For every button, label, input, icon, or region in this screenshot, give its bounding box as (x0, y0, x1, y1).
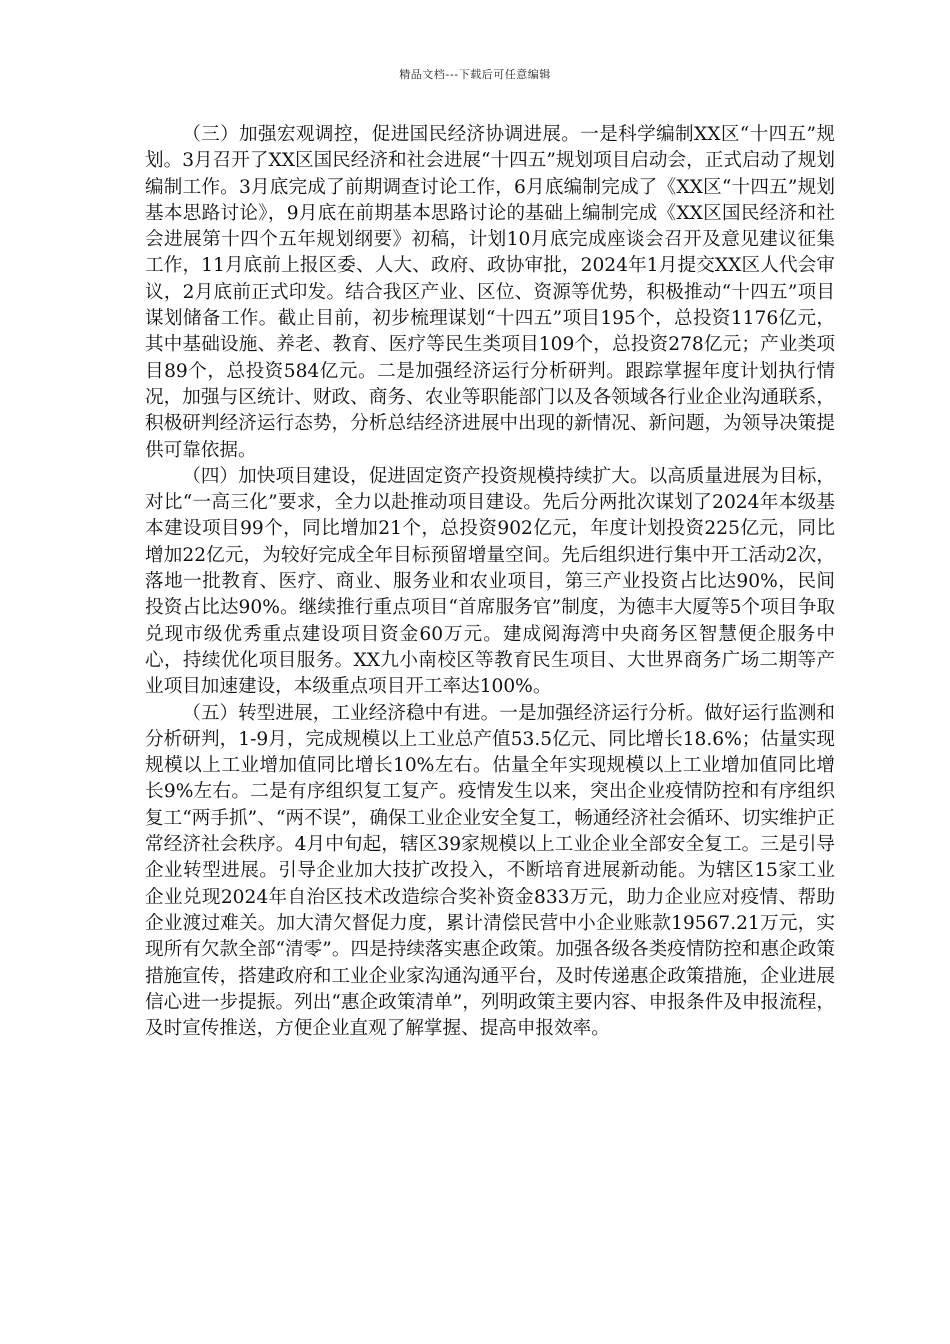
paragraph-industrial-economy: （五）转型进展，工业经济稳中有进。一是加强经济运行分析。做好运行监测和分析研判，1-9月，完成规模以上工业总产值53.5亿元、同比增长18.6%；估量实现规模以上工业增加值同比增长10%左右。估量全年实现规模以上工业增加值同比增长9%左右。二是有序组织复工复产。疫情发生以来，突出企业疫情防控和有序组织复工“两手抓”、“两不误”，确保工业企业安全复工，畅通经济社会循环、切实维护正常经济社会秩序。4月中旬起，辖区39家规模以上工业企业全部安全复工。三是引导企业转型进展。引导企业加大技扩改投入，不断培育进展新动能。为辖区15家工业企业兑现2024年自治区技术改造综合奖补资金833万元，助力企业应对疫情、帮助企业渡过难关。加大清欠督促力度，累计清偿民营中小企业账款19567.21万元，实现所有欠款全部“清零”。四是持续落实惠企政策。加强各级各类疫情防控和惠企政策措施宣传，搭建政府和工业企业家沟通沟通平台，及时传递惠企政策措施，企业进展信心进一步提振。列出“惠企政策清单”，列明政策主要内容、申报条件及申报流程，及时宣传推送，方便企业直观了解掌握、提高申报效率。 (145, 702, 835, 1040)
paragraph-project-construction: （四）加快项目建设，促进固定资产投资规模持续扩大。以高质量进展为目标，对比“一高三化”要求，全力以赴推动项目建设。先后分两批次谋划了2024年本级基本建设项目99个，同比增加21个，总投资902亿元，年度计划投资225亿元，同比增加22亿元，为较好完成全年目标预留增量空间。先后组织进行集中开工活动2次，落地一批教育、医疗、商业、服务业和农业项目，第三产业投资占比达90%，民间投资占比达90%。继续推行重点项目“首席服务官”制度，为德丰大厦等5个项目争取兑现市级优秀重点建设项目资金60万元。建成阅海湾中央商务区智慧便企服务中心，持续优化项目服务。XX九小南校区等教育民生项目、大世界商务广场二期等产业项目加速建设，本级重点项目开工率达100%。 (145, 465, 835, 698)
document-body (145, 122, 835, 1042)
paragraph-macro-control: （三）加强宏观调控，促进国民经济协调进展。一是科学编制XX区“十四五”规划。3月召开了XX区国民经济和社会进展“十四五”规划项目启动会，正式启动了规划编制工作。3月底完成了前期调查讨论工作，6月底编制完成了《XX区“十四五”规划基本思路讨论》，9月底在前期基本思路讨论的基础上编制完成《XX区国民经济和社会进展第十四个五年规划纲要》初稿，计划10月底完成座谈会召开及意见建议征集工作，11月底前上报区委、人大、政府、政协审批，2024年1月提交XX区人代会审议，2月底前正式印发。结合我区产业、区位、资源等优势，积极推动“十四五”项目谋划储备工作。截止目前，初步梳理谋划“十四五”项目195个，总投资1176亿元，其中基础设施、养老、教育、医疗等民生类项目109个，总投资278亿元；产业类项目89个，总投资584亿元。二是加强经济运行分析研判。跟踪掌握年度计划执行情况，加强与区统计、财政、商务、农业等职能部门以及各领域各行业企业沟通联系，积极研判经济运行态势，分析总结经济进展中出现的新情况、新问题，为领导决策提供可靠依据。 (145, 124, 835, 461)
page-header: 精品文档---下载后可任意编辑 (399, 68, 551, 81)
